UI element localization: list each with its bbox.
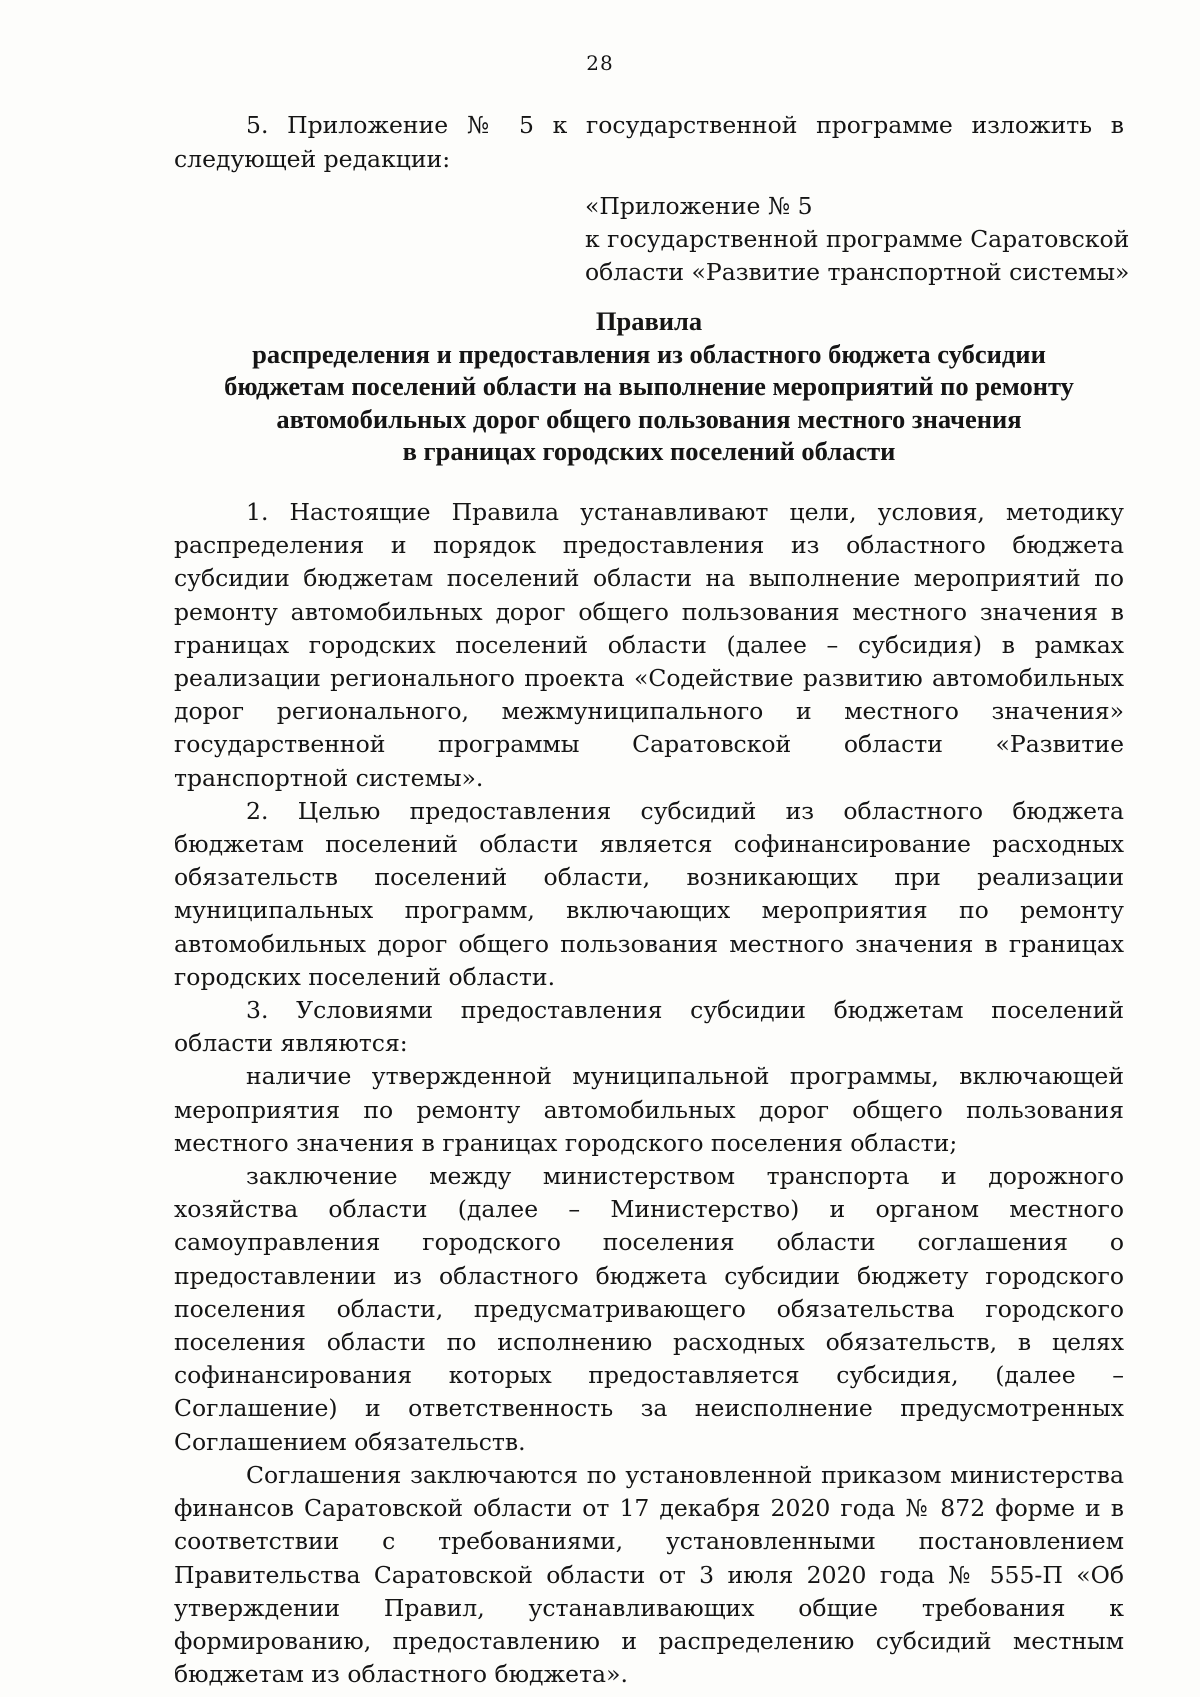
paragraph-3: 3. Условиями предоставления субсидии бюджетам поселений области являются: [174,996,1124,1058]
title-line-3: автомобильных дорог общего пользования местного значения [276,403,1022,434]
paragraph-2: 2. Целью предоставления субсидий из областного бюджета бюджетам поселений области является софинансирование расходных обязательств поселений области, возникающих при реализации муниципальных программ, включающих мероприятия по ремонту автомобильных дорог общего пользования местного значения в границах городских поселений области. [174,796,1124,991]
appendix-line-3: области «Развитие транспортной системы» [585,258,1130,286]
title-line-4: в границах городских поселений области [402,436,896,466]
appendix-line-1: «Приложение № 5 [585,192,813,220]
page-number: 28 [586,51,614,75]
document-title [174,305,1124,468]
paragraph-6: Соглашения заключаются по установленной приказом министерства финансов Саратовской области от 17 декабря 2020 года № 872 форме и в соответствии с требованиями, установленными постановлением Правительства Саратовской области от 3 июля 2020 года № 555-П «Об утверждении Правил, устанавливающих общие требования к формированию, предоставлению и распределению субсидий местным бюджетам из областного бюджета». [174,1460,1124,1689]
appendix-header [585,190,1130,289]
document-body [174,496,1124,1691]
paragraph-5: заключение между министерством транспорта и дорожного хозяйства области (далее – Министерство) и органом местного самоуправления городского поселения области соглашения о предоставлении из областного бюджета субсидии бюджету городского поселения области, предусматривающего обязательства городского поселения области по исполнению расходных обязательств, в целях софинансирования которых предоставляется субсидия, (далее – Соглашение) и ответственность за неисполнение предусмотренных Соглашением обязательств. [174,1162,1124,1456]
title-line-2: бюджетам поселений области на выполнение мероприятий по ремонту [224,371,1074,401]
title-heading: Правила [595,306,703,336]
title-line-1: распределения и предоставления из областного бюджета субсидии [252,338,1046,369]
paragraph-1: 1. Настоящие Правила устанавливают цели, условия, методику распределения и порядок предоставления из областного бюджета субсидии бюджетам поселений области на выполнение мероприятий по ремонту автомобильных дорог общего пользования местного значения в границах городских поселений области (далее – субсидия) в рамках реализации регионального проекта «Содействие развитию автомобильных дорог регионального, межмуниципального и местного значения» государственной программы Саратовской области «Развитие транспортной системы». [174,498,1124,792]
appendix-line-2: к государственной программе Саратовской [585,225,1130,253]
paragraph-4: наличие утвержденной муниципальной программы, включающей мероприятия по ремонту автомобильных дорог общего пользования местного значения в границах городского поселения области; [174,1062,1124,1157]
intro-paragraph: 5. Приложение № 5 к государственной программе изложить в следующей редакции: [174,111,1124,173]
